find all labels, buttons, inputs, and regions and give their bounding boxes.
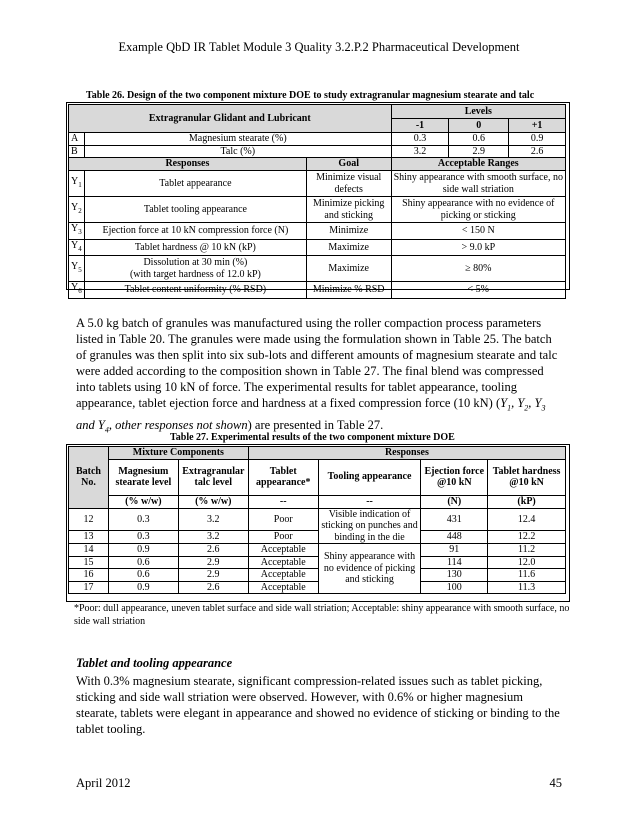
mg-level: 0.9 [108,544,178,557]
tablet-hardness: 12.2 [488,531,566,544]
ejection-force: 114 [421,556,488,569]
response-goal: Maximize [306,239,391,256]
tablet-appearance: Acceptable [248,556,318,569]
factor-value: 2.6 [509,145,566,158]
mixture-header: Mixture Components [108,447,248,460]
factor-header: Extragranular Glidant and Lubricant [69,105,392,133]
factor-value: 3.2 [391,145,449,158]
batch-no: 12 [69,508,109,531]
tablet-appearance: Acceptable [248,544,318,557]
column-header: Ejection force @10 kN [421,459,488,495]
table-row [69,569,566,582]
unit-header: -- [318,495,421,508]
response-row [69,282,566,299]
response-code: $Y_3$ [69,223,85,240]
response-goal: Minimize [306,223,391,240]
tablet-appearance: Poor [248,508,318,531]
table-27-footnote: *Poor: dull appearance, uneven tablet surface and side wall striation; Acceptable: shiny appearance with smooth surface, no side wall striation [74,603,570,627]
unit-header: -- [248,495,318,508]
batch-header: Batch No. [69,447,109,509]
factor-row [69,133,566,146]
talc-level: 2.9 [178,569,248,582]
talc-level: 2.6 [178,581,248,594]
column-header: Magnesium stearate level [108,459,178,495]
tablet-hardness: 12.0 [488,556,566,569]
factor-value: 0.3 [391,133,449,146]
ejection-force: 130 [421,569,488,582]
batch-no: 13 [69,531,109,544]
tablet-hardness: 11.3 [488,581,566,594]
response-range: < 5% [391,282,565,299]
unit-header: (N) [421,495,488,508]
table-27-caption: Table 27. Experimental results of the two component mixture DOE [170,432,455,443]
batch-no: 16 [69,569,109,582]
table-row [69,508,566,531]
factor-value: 0.9 [509,133,566,146]
factor-value: 0.6 [449,133,509,146]
factor-row [69,145,566,158]
response-name: Tablet tooling appearance [84,197,306,223]
response-row [69,239,566,256]
response-name: Tablet appearance [84,171,306,197]
unit-header: (kP) [488,495,566,508]
response-range: Shiny appearance with smooth surface, no side wall striation [391,171,565,197]
batch-no: 17 [69,581,109,594]
response-range: > 9.0 kP [391,239,565,256]
table-row [69,556,566,569]
mg-level: 0.3 [108,531,178,544]
section-heading: Tablet and tooling appearance [76,656,233,670]
response-row [69,197,566,223]
response-goal: Minimize % RSD [306,282,391,299]
response-range: Shiny appearance with no evidence of picking or sticking [391,197,565,223]
response-row [69,171,566,197]
table-26 [68,104,566,299]
ejection-force: 100 [421,581,488,594]
tablet-hardness: 11.2 [488,544,566,557]
talc-level: 2.6 [178,544,248,557]
factor-code: B [69,145,85,158]
responses-header: Responses [248,447,565,460]
tablet-hardness: 12.4 [488,508,566,531]
column-header: Tooling appearance [318,459,421,495]
factor-code: A [69,133,85,146]
talc-level: 3.2 [178,508,248,531]
batch-no: 14 [69,544,109,557]
response-code: $Y_6$ [69,282,85,299]
ejection-force: 431 [421,508,488,531]
response-row [69,223,566,240]
response-row [69,256,566,282]
responses-header: Responses [69,158,307,171]
response-code: $Y_1$ [69,171,85,197]
response-goal: Maximize [306,256,391,282]
mg-level: 0.6 [108,556,178,569]
response-code: $Y_2$ [69,197,85,223]
table-row [69,531,566,544]
level-low: -1 [391,119,449,133]
tablet-appearance: Acceptable [248,581,318,594]
response-goal: Minimize visual defects [306,171,391,197]
table-row [69,581,566,594]
batch-no: 15 [69,556,109,569]
section-paragraph: With 0.3% magnesium stearate, significant compression-related issues such as tablet picking, sticking and side wall striation were observed. However, with 0.6% or higher magnesium stearate, tablets were elegant in appearance and showed no evidence of sticking or binding to the tablet tooling. [76,674,560,736]
response-name: Ejection force at 10 kN compression force (N) [84,223,306,240]
page-number: 45 [549,776,562,790]
response-code: $Y_4$ [69,239,85,256]
factor-name: Magnesium stearate (%) [84,133,391,146]
response-name: Tablet content uniformity (% RSD) [84,282,306,299]
footer-date: April 2012 [76,776,131,790]
response-name: Dissolution at 30 min (%) (with target hardness of 12.0 kP) [84,256,306,282]
body-paragraph: A 5.0 kg batch of granules was manufactured using the roller compaction process parameters listed in Table 20. The granules were made using the formulation shown in Table 25. The batch of granules was then split into six sub-lots and different amounts of magnesium stearate and talc were added according to the composition shown in Table 27. The final blend was compressed into tablets using 10 kN of force. The experimental results for tablet appearance, tooling appearance, tablet ejection force and hardness at a fixed compression force (10 kN) ($Y_1$, $Y_2$, $Y_3$ and $Y_4$, other responses not shown) are presented in Table 27. [76,316,558,434]
levels-header: Levels [391,105,565,119]
factor-name: Talc (%) [84,145,391,158]
column-header: Tablet appearance* [248,459,318,495]
tooling-appearance: Visible indication of sticking on punches and binding in the die [318,508,421,544]
table-27 [68,446,566,594]
mg-level: 0.3 [108,508,178,531]
running-header: Example QbD IR Tablet Module 3 Quality 3.2.P.2 Pharmaceutical Development [118,40,520,54]
response-name: Tablet hardness @ 10 kN (kP) [84,239,306,256]
ranges-header: Acceptable Ranges [391,158,565,171]
tablet-hardness: 11.6 [488,569,566,582]
talc-level: 2.9 [178,556,248,569]
response-range: < 150 N [391,223,565,240]
column-header: Extragranular talc level [178,459,248,495]
goal-header: Goal [306,158,391,171]
response-range: ≥ 80% [391,256,565,282]
tooling-appearance: Shiny appearance with no evidence of picking and sticking [318,544,421,594]
tablet-appearance: Acceptable [248,569,318,582]
table-row [69,544,566,557]
table-26-caption: Table 26. Design of the two component mixture DOE to study extragranular magnesium stearate and talc [86,90,535,101]
response-code: $Y_5$ [69,256,85,282]
level-mid: 0 [449,119,509,133]
column-header: Tablet hardness @10 kN [488,459,566,495]
factor-value: 2.9 [449,145,509,158]
ejection-force: 448 [421,531,488,544]
unit-header: (% w/w) [178,495,248,508]
mg-level: 0.9 [108,581,178,594]
tablet-appearance: Poor [248,531,318,544]
response-goal: Minimize picking and sticking [306,197,391,223]
ejection-force: 91 [421,544,488,557]
talc-level: 3.2 [178,531,248,544]
unit-header: (% w/w) [108,495,178,508]
level-high: +1 [509,119,566,133]
mg-level: 0.6 [108,569,178,582]
